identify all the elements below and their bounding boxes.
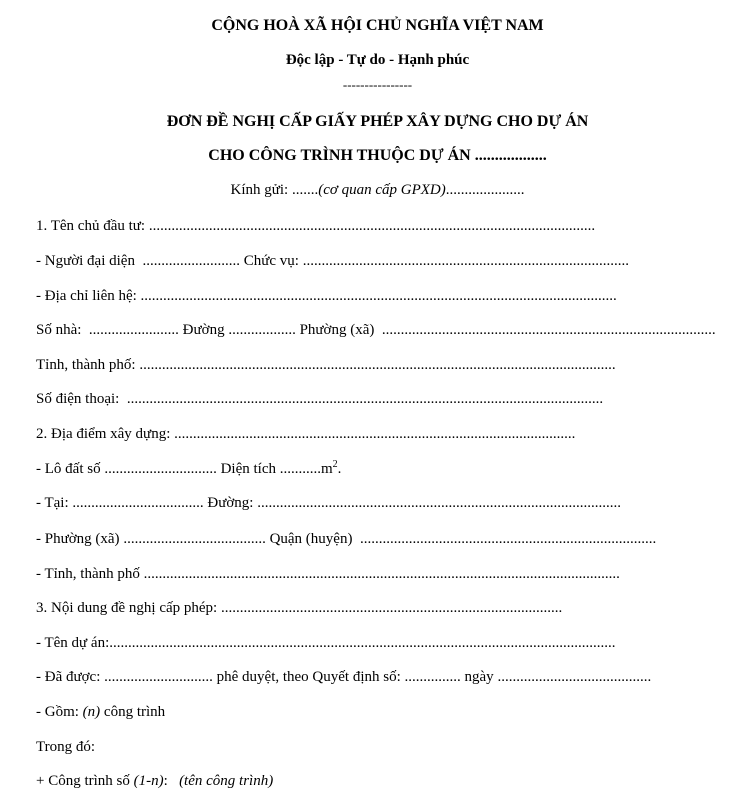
includes-label: - Gồm: [36, 704, 83, 720]
owner-name-field [36, 216, 720, 236]
district-dots: ............................................................................... [352, 531, 657, 547]
decision-dots: ............... [400, 669, 461, 685]
decision-label: phê duyệt, theo Quyết định số: [212, 669, 401, 685]
separator: ---------------- [342, 77, 413, 92]
position-dots: ....................................................................................... [298, 253, 629, 269]
date-label: ngày [460, 669, 494, 685]
contact-address-label: - Địa chỉ liên hệ: [36, 288, 137, 304]
date-dots: ......................................... [493, 669, 652, 685]
ward2-dots: ...................................... [119, 531, 266, 547]
province2-field [36, 564, 720, 584]
project-name-dots: ....................................................................................................................................... [109, 635, 616, 651]
location-dots: ........................................................................................................... [170, 426, 576, 442]
province2-label: - Tỉnh, thành phố [36, 566, 140, 582]
representative-label: - Người đại diện [36, 253, 135, 269]
phone-dots: ............................................................................................................................... [119, 391, 604, 407]
at-street-label: Đường: [203, 495, 254, 511]
representative-dots: .......................... [134, 253, 240, 269]
representative-field [36, 251, 720, 271]
area-label: Diện tích [216, 461, 276, 477]
includes-rest: công trình [100, 704, 166, 720]
includes-field [36, 702, 720, 722]
content-dots: ........................................................................................... [217, 600, 563, 616]
area-end: . [337, 461, 342, 477]
work-item-index: (1-n) [133, 773, 164, 789]
contact-address-field [36, 286, 720, 306]
addressee-agency: (cơ quan cấp GPXD) [318, 182, 446, 198]
addressee [0, 182, 755, 199]
house-number-field [36, 320, 720, 340]
position-label: Chức vụ: [239, 253, 299, 269]
work-item-field [36, 771, 720, 791]
district-label: Quận (huyện) [265, 531, 353, 547]
contact-address-dots: ............................................................................................................................... [136, 288, 617, 304]
phone-label: Số điện thoại: [36, 391, 120, 407]
form-title-line2: CHO CÔNG TRÌNH THUỘC DỰ ÁN .................. [208, 147, 547, 164]
location-heading [36, 424, 720, 444]
work-item-label: + Công trình số [36, 773, 134, 789]
province2-dots: ............................................................................................................................... [139, 566, 620, 582]
area-dots: ........... [275, 461, 321, 477]
at-dots: ................................... [68, 495, 204, 511]
form-title-line1: ĐƠN ĐỀ NGHỊ CẤP GIẤY PHÉP XÂY DỰNG CHO DỰ ÁN [166, 113, 589, 130]
phone-field [36, 389, 720, 409]
ward-label: Phường (xã) [295, 322, 375, 338]
work-item-sep: : [163, 773, 180, 789]
addressee-prefix: Kính gửi: ....... [230, 182, 319, 198]
at-street-dots: ................................................................................................. [253, 495, 621, 511]
house-number-dots: ........................ [81, 322, 179, 338]
addressee-suffix: ..................... [445, 182, 525, 198]
province-label: Tỉnh, thành phố: [36, 357, 136, 373]
approved-field [36, 667, 720, 687]
ward-district-field [36, 529, 720, 549]
lot-field [36, 459, 720, 479]
motto: Độc lập - Tự do - Hạnh phúc [285, 52, 470, 68]
street-label: Đường [178, 322, 225, 338]
nation-heading: CỘNG HOÀ XÃ HỘI CHỦ NGHĨA VIỆT NAM [211, 17, 544, 34]
lot-label: - Lô đất số [36, 461, 101, 477]
area-unit: m [320, 461, 333, 477]
province-field [36, 355, 720, 375]
approved-dots: ............................. [100, 669, 213, 685]
area-unit-exponent: 2 [332, 459, 338, 470]
lot-dots: .............................. [100, 461, 217, 477]
approved-label: - Đã được: [36, 669, 101, 685]
project-name-field [36, 633, 720, 653]
content-heading [36, 598, 720, 618]
house-number-label: Số nhà: [36, 322, 82, 338]
street-dots: .................. [224, 322, 296, 338]
among-label: Trong đó: [36, 739, 96, 755]
province-dots: ............................................................................................................................... [135, 357, 616, 373]
owner-name-dots: ....................................................................................................................... [145, 218, 596, 234]
includes-count: (n) [82, 704, 101, 720]
among-label-line [36, 737, 720, 757]
project-name-label: - Tên dự án: [36, 635, 110, 651]
location-label: 2. Địa điểm xây dựng: [36, 426, 171, 442]
at-label: - Tại: [36, 495, 69, 511]
ward2-label: - Phường (xã) [36, 531, 120, 547]
content-label: 3. Nội dung đề nghị cấp phép: [36, 600, 218, 616]
ward-dots: ......................................................................................... [374, 322, 716, 338]
work-item-name: (tên công trình) [179, 773, 274, 789]
at-field [36, 493, 720, 513]
owner-name-label: 1. Tên chủ đầu tư: [36, 218, 146, 234]
